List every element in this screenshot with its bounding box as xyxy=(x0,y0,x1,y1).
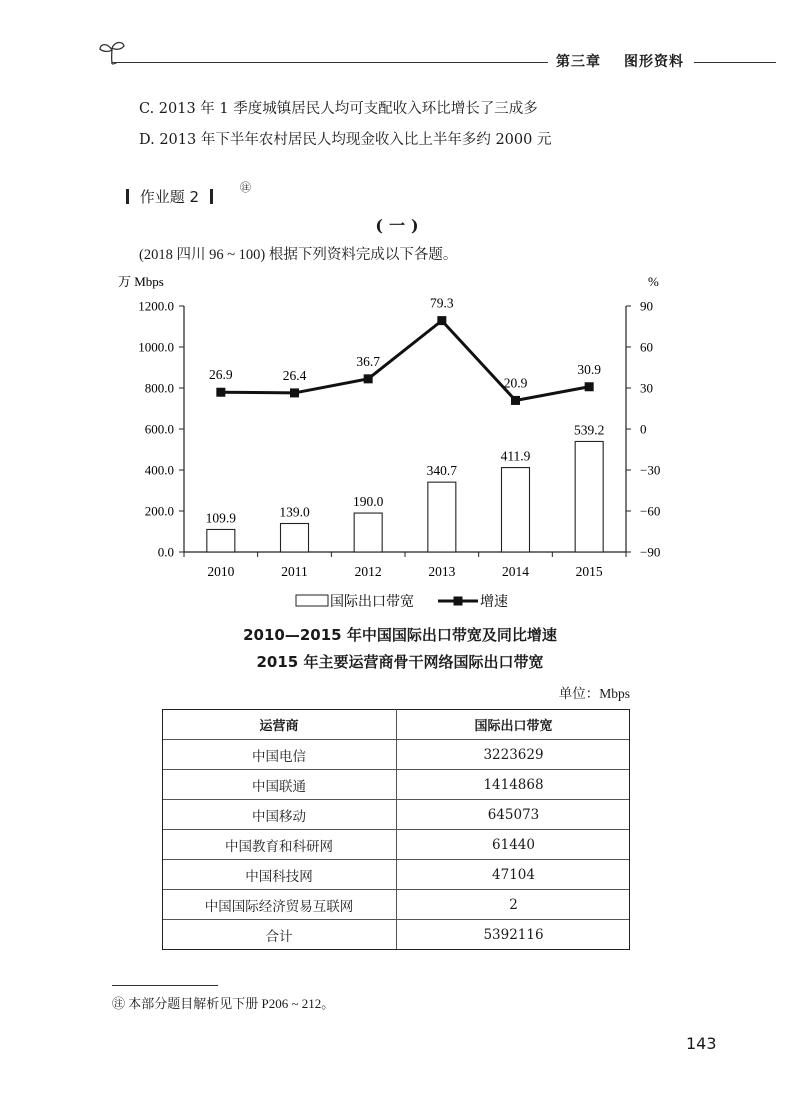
operator-cell: 中国教育和科研网 xyxy=(162,830,397,860)
bar-2010 xyxy=(207,529,235,552)
x-category-label: 2015 xyxy=(575,564,603,579)
homework-mark: ㊟ xyxy=(240,181,251,194)
growth-marker xyxy=(511,396,520,405)
intro-text: (2018 四川 96 ~ 100) 根据下列资料完成以下各题。 xyxy=(139,247,458,263)
left-tick-label: 200.0 xyxy=(144,503,174,519)
table-title: 2015 年主要运营商骨干网络国际出口带宽 xyxy=(256,653,544,671)
footnote: ㊟ 本部分题目解析见下册 P206 ~ 212。 xyxy=(112,996,335,1011)
operator-cell: 中国联通 xyxy=(162,770,397,800)
option-d: D. 2013 年下半年农村居民人均现金收入比上半年多约 2000 元 xyxy=(139,132,552,148)
bar-label: 109.9 xyxy=(205,510,237,526)
bar-label: 539.2 xyxy=(573,422,605,438)
total-value-cell: 5392116 xyxy=(397,920,631,950)
x-category-label: 2013 xyxy=(428,564,456,579)
left-axis-label: 万 Mbps xyxy=(118,274,164,289)
growth-label: 26.9 xyxy=(209,367,233,383)
bar-label: 139.0 xyxy=(279,504,310,520)
left-tick-label: 1200.0 xyxy=(138,298,174,314)
right-tick-label: 60 xyxy=(640,339,653,355)
right-tick-label: −90 xyxy=(640,544,661,560)
table-row xyxy=(162,860,630,890)
table-row xyxy=(162,890,630,920)
operator-cell: 中国电信 xyxy=(162,740,397,770)
bar-2015 xyxy=(575,441,603,552)
left-tick-label: 0.0 xyxy=(157,544,174,560)
footnote-rule xyxy=(112,985,218,986)
chart-title: 2010—2015 年中国国际出口带宽及同比增速 xyxy=(243,626,557,644)
header-operator: 运营商 xyxy=(162,710,397,740)
legend-line-label: 增速 xyxy=(480,594,508,610)
right-tick-label: −30 xyxy=(640,462,661,478)
section-title: 图形资料 xyxy=(624,54,684,70)
operator-bandwidth-table xyxy=(162,709,630,950)
growth-label: 20.9 xyxy=(503,375,528,391)
bar-label: 340.7 xyxy=(426,463,458,479)
left-tick-label: 600.0 xyxy=(144,421,174,437)
page-number: 143 xyxy=(686,1034,717,1053)
x-category-label: 2012 xyxy=(354,564,382,579)
right-tick-label: −60 xyxy=(640,503,661,519)
legend-line-marker xyxy=(454,597,463,606)
growth-label: 30.9 xyxy=(577,361,601,377)
part-label: (一) xyxy=(375,216,425,235)
table-row xyxy=(162,770,630,800)
x-category-label: 2011 xyxy=(281,564,308,579)
bar-2013 xyxy=(428,482,456,552)
bandwidth-cell: 61440 xyxy=(397,830,631,860)
bandwidth-cell: 3223629 xyxy=(397,740,631,770)
left-tick-label: 800.0 xyxy=(144,380,174,396)
bar-2014 xyxy=(502,468,530,552)
table-row xyxy=(162,740,630,770)
growth-marker xyxy=(437,316,446,325)
chapter-title: 第三章 xyxy=(556,54,601,70)
left-tick-label: 400.0 xyxy=(144,462,174,478)
right-tick-label: 90 xyxy=(640,298,653,314)
header-bandwidth: 国际出口带宽 xyxy=(397,710,631,740)
left-tick-label: 1000.0 xyxy=(138,339,174,355)
bandwidth-cell: 47104 xyxy=(397,860,631,890)
growth-marker xyxy=(216,388,225,397)
growth-label: 26.4 xyxy=(282,367,307,383)
table-unit: 单位：Mbps xyxy=(558,686,630,701)
homework-title: 作业题 2 xyxy=(139,188,200,206)
growth-label: 36.7 xyxy=(356,353,380,369)
operator-cell: 中国国际经济贸易互联网 xyxy=(162,890,397,920)
table-header-row xyxy=(162,710,630,740)
legend-bar-swatch xyxy=(296,595,328,606)
right-tick-label: 30 xyxy=(640,380,653,396)
bar-label: 190.0 xyxy=(352,494,384,510)
bandwidth-cell: 1414868 xyxy=(397,770,631,800)
operator-cell: 中国移动 xyxy=(162,800,397,830)
bandwidth-cell: 645073 xyxy=(397,800,631,830)
x-category-label: 2014 xyxy=(502,564,529,579)
table-total-row xyxy=(162,920,630,950)
option-c: C. 2013 年 1 季度城镇居民人均可支配收入环比增长了三成多 xyxy=(139,101,538,117)
growth-marker xyxy=(364,374,373,383)
bar-2012 xyxy=(354,513,382,552)
x-category-label: 2010 xyxy=(207,564,235,579)
growth-marker xyxy=(290,388,299,397)
bar-2011 xyxy=(281,524,309,552)
table-row xyxy=(162,830,630,860)
operator-cell: 中国科技网 xyxy=(162,860,397,890)
growth-line xyxy=(221,321,589,401)
right-tick-label: 0 xyxy=(640,421,647,437)
bar-label: 411.9 xyxy=(500,448,531,464)
growth-marker xyxy=(585,382,594,391)
legend-bar-label: 国际出口带宽 xyxy=(330,594,414,610)
bandwidth-cell: 2 xyxy=(397,890,631,920)
total-label-cell: 合计 xyxy=(162,920,397,950)
table-row xyxy=(162,800,630,830)
right-axis-label: % xyxy=(648,274,659,289)
growth-label: 79.3 xyxy=(430,295,454,311)
